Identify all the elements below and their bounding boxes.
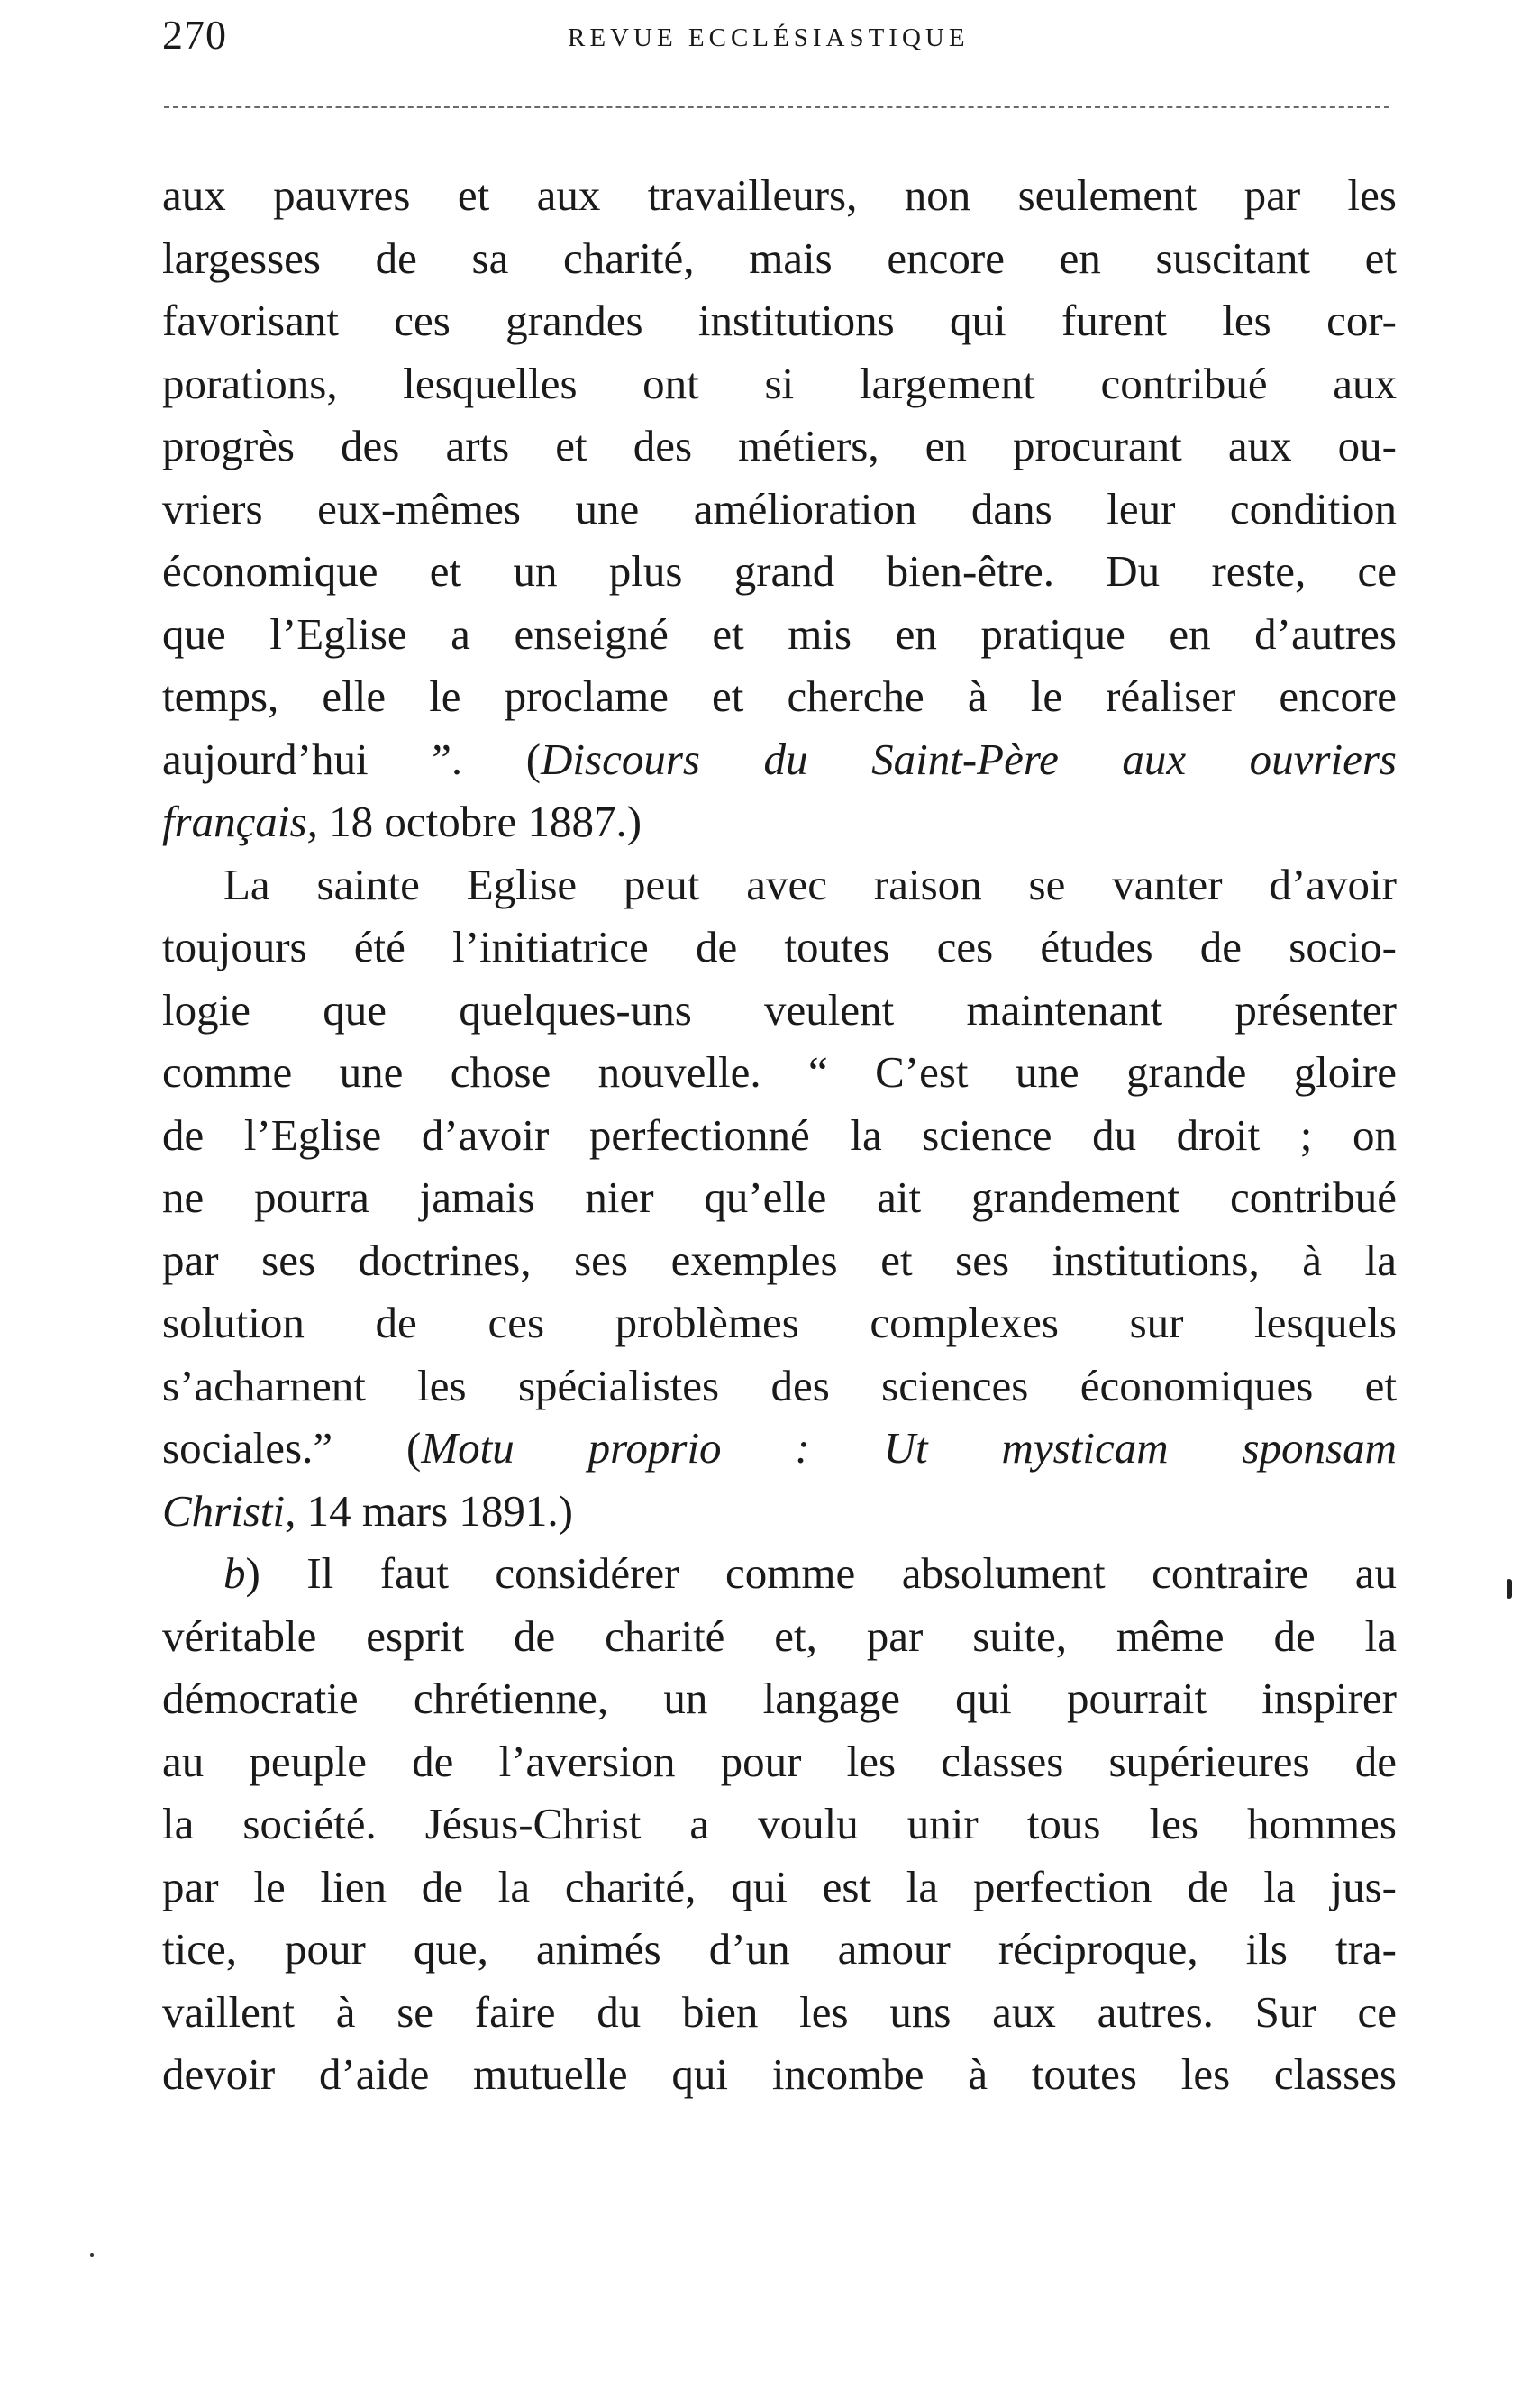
text-line: économique et un plus grand bien-être. Du reste, ce <box>162 546 1397 596</box>
text-line: que l’Eglise a enseigné et mis en pratique en d’autres <box>162 608 1397 659</box>
text-line: démocratie chrétienne, un langage qui pourrait inspirer <box>162 1674 1397 1723</box>
margin-mark <box>1507 1579 1512 1599</box>
journal-title: REVUE ECCLÉSIASTIQUE <box>568 23 970 52</box>
citation-title: Christi, <box>162 1485 296 1536</box>
text-line: La sainte Eglise peut avec raison se vanter d’avoir <box>223 859 1397 909</box>
text-line: véritable esprit de charité et, par suite, même de la <box>162 1610 1397 1661</box>
text-line: de l’Eglise d’avoir perfectionné la science du droit ; on <box>162 1109 1397 1160</box>
text-line: par le lien de la charité, qui est la perfection de la jus- <box>162 1861 1397 1911</box>
text-run: aujourd’hui ”. ( <box>162 734 542 784</box>
text-line: toujours été l’initiatrice de toutes ces études de socio- <box>162 922 1397 971</box>
header-rule <box>164 106 1389 108</box>
list-marker: b <box>223 1548 246 1598</box>
text-line: au peuple de l’aversion pour les classes supérieures de <box>162 1736 1397 1786</box>
text-line: solution de ces problèmes complexes sur lesquels <box>162 1298 1397 1347</box>
text-line: comme une chose nouvelle. “ C’est une grande gloire <box>162 1047 1397 1097</box>
paragraph-1 <box>162 164 1397 853</box>
paragraph-3 <box>162 1542 1397 2106</box>
text-line: vriers eux-mêmes une amélioration dans leur condition <box>162 483 1397 534</box>
text-line: temps, elle le proclame et cherche à le réaliser encore <box>162 671 1397 721</box>
paragraph-2 <box>162 853 1397 1543</box>
text-run: ) Il faut considérer comme absolument contraire au <box>245 1548 1397 1598</box>
text-line: aux pauvres et aux travailleurs, non seulement par les <box>162 170 1397 220</box>
text-line: porations, lesquelles ont si largement contribué aux <box>162 358 1397 408</box>
text-line: vaillent à se faire du bien les uns aux autres. Sur ce <box>162 1986 1397 2037</box>
text-line <box>162 1417 1397 1480</box>
text-line: ne pourra jamais nier qu’elle ait grandement contribué <box>162 1172 1397 1222</box>
citation-date: 18 octobre 1887.) <box>317 797 642 846</box>
text-line: devoir d’aide mutuelle qui incombe à toutes les classes <box>162 2049 1397 2099</box>
ink-speck <box>90 2253 94 2257</box>
text-line <box>162 728 1397 791</box>
text-line: progrès des arts et des métiers, en procurant aux ou- <box>162 421 1397 470</box>
body-text <box>162 164 1397 2106</box>
text-line <box>162 1542 1397 1605</box>
text-line: largesses de sa charité, mais encore en suscitant et <box>162 233 1397 283</box>
page-number: 270 <box>162 12 227 58</box>
text-line: la société. Jésus-Christ a voulu unir tous les hommes <box>162 1799 1397 1848</box>
text-line <box>162 790 1397 853</box>
citation-title: Discours du Saint-Père aux ouvriers <box>541 734 1397 784</box>
text-line: tice, pour que, animés d’un amour réciproque, ils tra- <box>162 1924 1397 1974</box>
citation-date: 14 mars 1891.) <box>296 1485 573 1536</box>
text-line: favorisant ces grandes institutions qui furent les cor- <box>162 296 1397 345</box>
running-head <box>162 7 1397 70</box>
citation-title: français, <box>162 797 318 846</box>
text-run: sociales.” ( <box>162 1423 422 1473</box>
citation-title: Motu proprio : Ut mysticam sponsam <box>421 1423 1397 1473</box>
text-line: logie que quelques-uns veulent maintenant présenter <box>162 984 1397 1035</box>
text-line <box>162 1480 1397 1543</box>
text-line: par ses doctrines, ses exemples et ses institutions, à la <box>162 1235 1397 1285</box>
text-line: s’acharnent les spécialistes des sciences économiques et <box>162 1360 1397 1410</box>
